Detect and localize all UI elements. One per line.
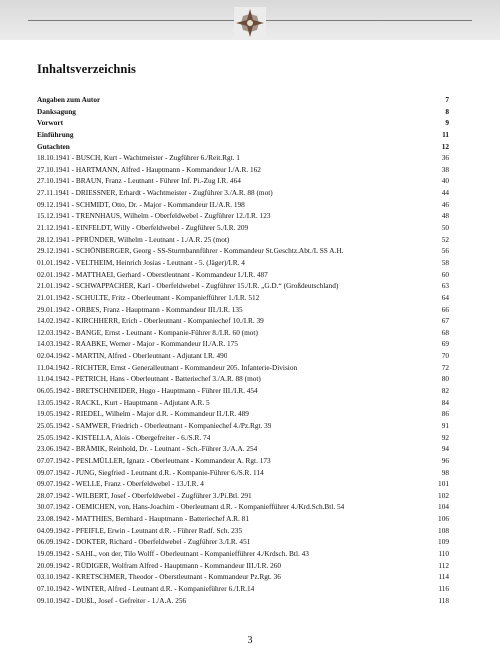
toc-page-number: 67 bbox=[441, 316, 449, 326]
toc-entry-label: 29.01.1942 - ORBES, Franz - Hauptmann - Kommandeur III./I.R. 135 bbox=[37, 304, 243, 314]
toc-entry bbox=[37, 478, 449, 490]
toc-page-number: 38 bbox=[441, 164, 449, 174]
toc-entry-label: 09.07.1942 - WELLE, Franz - Oberfeldwebel - 13./I.R. 4 bbox=[37, 479, 204, 489]
toc-page-number: 92 bbox=[441, 432, 449, 442]
toc-page-number: 114 bbox=[438, 572, 449, 582]
toc-page-number: 70 bbox=[441, 351, 449, 361]
toc-entry bbox=[37, 467, 449, 479]
toc-entry-label: 25.05.1942 - SAMWER, Friedrich - Oberleutnant - Kompaniechef 4./Pz.Rgt. 39 bbox=[37, 420, 272, 430]
toc-entry-label: 09.12.1941 - SCHMIDT, Otto, Dr. - Major - Kommandeur II./A.R. 198 bbox=[37, 199, 245, 209]
toc-entry-label: Gutachten bbox=[37, 141, 70, 151]
toc-page-number: 112 bbox=[438, 560, 449, 570]
toc-front-matter-item bbox=[37, 129, 449, 141]
toc-entry bbox=[37, 152, 449, 164]
toc-page-number: 58 bbox=[441, 257, 449, 267]
toc-entry bbox=[37, 408, 449, 420]
toc-page-number: 94 bbox=[441, 444, 449, 454]
toc-page-number: 68 bbox=[441, 327, 449, 337]
toc-entry bbox=[37, 420, 449, 432]
toc-page-number: 96 bbox=[441, 455, 449, 465]
toc-page-number: 91 bbox=[441, 420, 449, 430]
toc-page-number: 46 bbox=[441, 199, 449, 209]
toc-entry-label: 12.03.1942 - BANGE, Ernst - Leutnant - Kompanie-Führer 8./I.R. 60 (mot) bbox=[37, 327, 258, 337]
toc-entry bbox=[37, 513, 449, 525]
toc-entry bbox=[37, 443, 449, 455]
toc-entry-label: 25.05.1942 - KISTELLA, Alois - Obergefreiter - 6./S.R. 74 bbox=[37, 432, 211, 442]
toc-entry bbox=[37, 245, 449, 257]
toc-entry-label: 15.12.1941 - TRENNHAUS, Wilhelm - Oberfeldwebel - Zugführer 12./I.R. 123 bbox=[37, 211, 271, 221]
toc-entry bbox=[37, 280, 449, 292]
toc-entry-label: 09.10.1942 - DUßL, Josef - Gefreiter - 1./A.A. 256 bbox=[37, 595, 187, 605]
toc-page-number: 102 bbox=[438, 490, 449, 500]
toc-entry bbox=[37, 175, 449, 187]
toc-entry-label: 29.12.1941 - SCHÖNBERGER, Georg - SS-Sturmbannführer - Kommandeur St.Geschtz.Abt./L SS A.H. bbox=[37, 246, 344, 256]
toc-front-matter-item bbox=[37, 94, 449, 106]
toc-entry-label: Vorwort bbox=[37, 118, 64, 128]
toc-entry bbox=[37, 164, 449, 176]
toc-page-number: 44 bbox=[441, 188, 449, 198]
toc-page-number: 80 bbox=[441, 374, 449, 384]
toc-entry-label: 30.07.1942 - OEMICHEN, von, Hans-Joachim - Oberleutnant d.R. - Kompaniefführer 4./Krd.Sch.Btl. 54 bbox=[37, 502, 345, 512]
toc-entry-label: 11.04.1942 - RICHTER, Ernst - Generalleutnant - Kommandeur 205. Infanterie-Division bbox=[37, 362, 298, 372]
table-of-contents bbox=[37, 94, 449, 606]
toc-entry bbox=[37, 257, 449, 269]
toc-page-number: 69 bbox=[441, 339, 449, 349]
toc-entry bbox=[37, 350, 449, 362]
page-title: Inhaltsverzeichnis bbox=[37, 62, 137, 76]
toc-page-number: 11 bbox=[442, 129, 449, 139]
toc-entry-label: 14.02.1942 - KIRCHHERR, Erich - Oberleutnant - Kompaniechef 10./I.R. 39 bbox=[37, 316, 264, 326]
toc-entry bbox=[37, 222, 449, 234]
toc-page-number: 98 bbox=[441, 467, 449, 477]
toc-entry-label: 04.09.1942 - PFEIFLE, Erwin - Leutnant d.R. - Führer Radf. Sch. 235 bbox=[37, 525, 243, 535]
ornament-icon bbox=[234, 7, 266, 39]
toc-entry-label: 02.01.1942 - MATTHAEI, Gerhard - Oberstleutnant - Kommandeur I./I.R. 487 bbox=[37, 269, 268, 279]
toc-entry-label: 21.12.1941 - EINFELDT, Willy - Oberfeldwebel - Zugführer 5./I.R. 209 bbox=[37, 223, 249, 233]
toc-entry bbox=[37, 525, 449, 537]
toc-entry-label: 01.01.1942 - VELTHEIM, Heinrich Josias - Leutnant - 5. (Jäger)/I.R. 4 bbox=[37, 257, 245, 267]
toc-page-number: 101 bbox=[438, 479, 449, 489]
toc-page-number: 118 bbox=[438, 595, 449, 605]
toc-entry bbox=[37, 210, 449, 222]
toc-entry-label: 02.04.1942 - MARTIN, Alfred - Oberleutnant - Adjutant I.R. 490 bbox=[37, 351, 228, 361]
toc-page-number: 66 bbox=[441, 304, 449, 314]
toc-entry bbox=[37, 583, 449, 595]
toc-page-number: 48 bbox=[441, 211, 449, 221]
toc-entry bbox=[37, 292, 449, 304]
toc-page-number: 64 bbox=[441, 292, 449, 302]
toc-entry-label: Angaben zum Autor bbox=[37, 95, 101, 104]
toc-entry bbox=[37, 548, 449, 560]
toc-front-matter-item bbox=[37, 117, 449, 129]
toc-page-number: 82 bbox=[441, 386, 449, 396]
toc-page-number: 36 bbox=[441, 153, 449, 163]
toc-entry-label: 21.01.1942 - SCHWAPPACHER, Karl - Oberfeldwebel - Zugführer 15./I.R. „G.D.“ (Großdeutschland) bbox=[37, 281, 339, 291]
toc-entry-label: Einführung bbox=[37, 129, 74, 139]
toc-entry bbox=[37, 187, 449, 199]
toc-entry-label: 03.10.1942 - KRETSCHMER, Theodor - Oberstleutnant - Kommandeur Pz.Rgt. 36 bbox=[37, 572, 281, 582]
toc-entry bbox=[37, 338, 449, 350]
toc-entry-label: 07.10.1942 - WINTER, Alfred - Leutnant d.R. - Kompanieführer 6./I.R.14 bbox=[37, 583, 255, 593]
toc-entry bbox=[37, 315, 449, 327]
toc-entry bbox=[37, 432, 449, 444]
toc-entry bbox=[37, 595, 449, 607]
toc-entry-label: 18.10.1941 - BUSCH, Kurt - Wachtmeister - Zugführer 6./Reit.Rgt. 1 bbox=[37, 153, 240, 163]
toc-page-number: 8 bbox=[445, 106, 449, 116]
toc-entry-label: 19.09.1942 - SAHL, von der, Tilo Wolff - Oberleutnant - Kompaniefführer 4./Krdsch. Btl. 43 bbox=[37, 548, 309, 558]
toc-page-number: 12 bbox=[441, 141, 449, 151]
toc-entry bbox=[37, 327, 449, 339]
toc-entry-label: 20.09.1942 - RÜDIGER, Wolfram Alfred - Hauptmann - Kommandeur III./I.R. 260 bbox=[37, 560, 282, 570]
toc-entry-label: 06.05.1942 - BRETSCHNEIDER, Hugo - Hauptmann - Führer III./I.R. 454 bbox=[37, 386, 258, 396]
toc-page-number: 63 bbox=[441, 281, 449, 291]
toc-entry-label: 07.07.1942 - PESLMÜLLER, Ignatz - Oberleutnant - Kommandeur A. Rgt. 173 bbox=[37, 455, 271, 465]
toc-entry bbox=[37, 536, 449, 548]
toc-page-number: 116 bbox=[438, 583, 449, 593]
toc-entry-label: 23.06.1942 - BRÄMIK, Reinhold, Dr. - Leutnant - Sch.-Führer 3./A.A. 254 bbox=[37, 444, 258, 454]
toc-entry bbox=[37, 304, 449, 316]
toc-entry bbox=[37, 362, 449, 374]
toc-entry-label: 14.03.1942 - RAABKE, Werner - Major - Kommandeur II./A.R. 175 bbox=[37, 339, 238, 349]
toc-page-number: 86 bbox=[441, 409, 449, 419]
toc-entry-label: 27.10.1941 - HARTMANN, Alfred - Hauptmann - Kommandeur I./A.R. 162 bbox=[37, 164, 261, 174]
toc-entry bbox=[37, 490, 449, 502]
toc-entry-label: 27.11.1941 - DRIESSNER, Erhardt - Wachtmeister - Zugführer 3./A.R. 88 (mot) bbox=[37, 188, 273, 198]
toc-page-number: 72 bbox=[441, 362, 449, 372]
toc-page-number: 84 bbox=[441, 397, 449, 407]
toc-page-number: 9 bbox=[445, 118, 449, 128]
toc-page-number: 106 bbox=[438, 514, 449, 524]
toc-page-number: 56 bbox=[441, 246, 449, 256]
toc-page-number: 50 bbox=[441, 223, 449, 233]
toc-entry bbox=[37, 373, 449, 385]
toc-entry bbox=[37, 199, 449, 211]
toc-entry bbox=[37, 397, 449, 409]
toc-entry-label: 27.10.1941 - BRAUN, Franz - Leutnant - Führer Inf. Pi.-Zug I.R. 464 bbox=[37, 176, 241, 186]
toc-page-number: 7 bbox=[445, 95, 449, 104]
toc-entry-label: 11.04.1942 - PETRICH, Hans - Oberleutnant - Batteriechef 3./A.R. 88 (mot) bbox=[37, 374, 261, 384]
toc-entry bbox=[37, 571, 449, 583]
toc-page-number: 109 bbox=[438, 537, 449, 547]
toc-entry-label: 23.08.1942 - MATTHIES, Bernhard - Hauptmann - Batteriechef A.R. 81 bbox=[37, 514, 249, 524]
toc-page-number: 110 bbox=[438, 548, 449, 558]
page-number: 3 bbox=[247, 635, 253, 646]
toc-page-number: 108 bbox=[438, 525, 449, 535]
toc-entry bbox=[37, 269, 449, 281]
toc-entry bbox=[37, 455, 449, 467]
toc-entry bbox=[37, 385, 449, 397]
toc-page-number: 40 bbox=[441, 176, 449, 186]
toc-page-number: 60 bbox=[441, 269, 449, 279]
toc-entry-label: 28.07.1942 - WILBERT, Josef - Oberfeldwebel - Zugführer 3./Pi.Btl. 291 bbox=[37, 490, 252, 500]
toc-front-matter-item bbox=[37, 106, 449, 118]
toc-entry bbox=[37, 560, 449, 572]
toc-entry-label: 21.01.1942 - SCHULTE, Fritz - Oberleutnant - Kompaniefführer 1./I.R. 512 bbox=[37, 292, 260, 302]
toc-front-matter-item bbox=[37, 141, 449, 153]
toc-entry-label: 19.05.1942 - RIEDEL, Wilhelm - Major d.R. - Kommandeur II./I.R. 489 bbox=[37, 409, 249, 419]
toc-entry-label: 09.07.1942 - JUNG, Siegfried - Leutnant d.R. - Kompanie-Führer 6./S.R. 114 bbox=[37, 467, 264, 477]
toc-page-number: 104 bbox=[438, 502, 449, 512]
toc-entry-label: 28.12.1941 - PFRÜNDER, Wilhelm - Leutnant - 1./A.R. 25 (mot) bbox=[37, 234, 230, 244]
toc-entry-label: Danksagung bbox=[37, 106, 76, 116]
toc-entry bbox=[37, 501, 449, 513]
toc-entry-label: 06.09.1942 - DOKTER, Richard - Oberfeldwebel - Zugführer 3./I.R. 451 bbox=[37, 537, 251, 547]
toc-entry bbox=[37, 234, 449, 246]
toc-page-number: 52 bbox=[441, 234, 449, 244]
toc-entry-label: 13.05.1942 - RACKL, Kurt - Hauptmann - Adjutant A.R. 5 bbox=[37, 397, 210, 407]
